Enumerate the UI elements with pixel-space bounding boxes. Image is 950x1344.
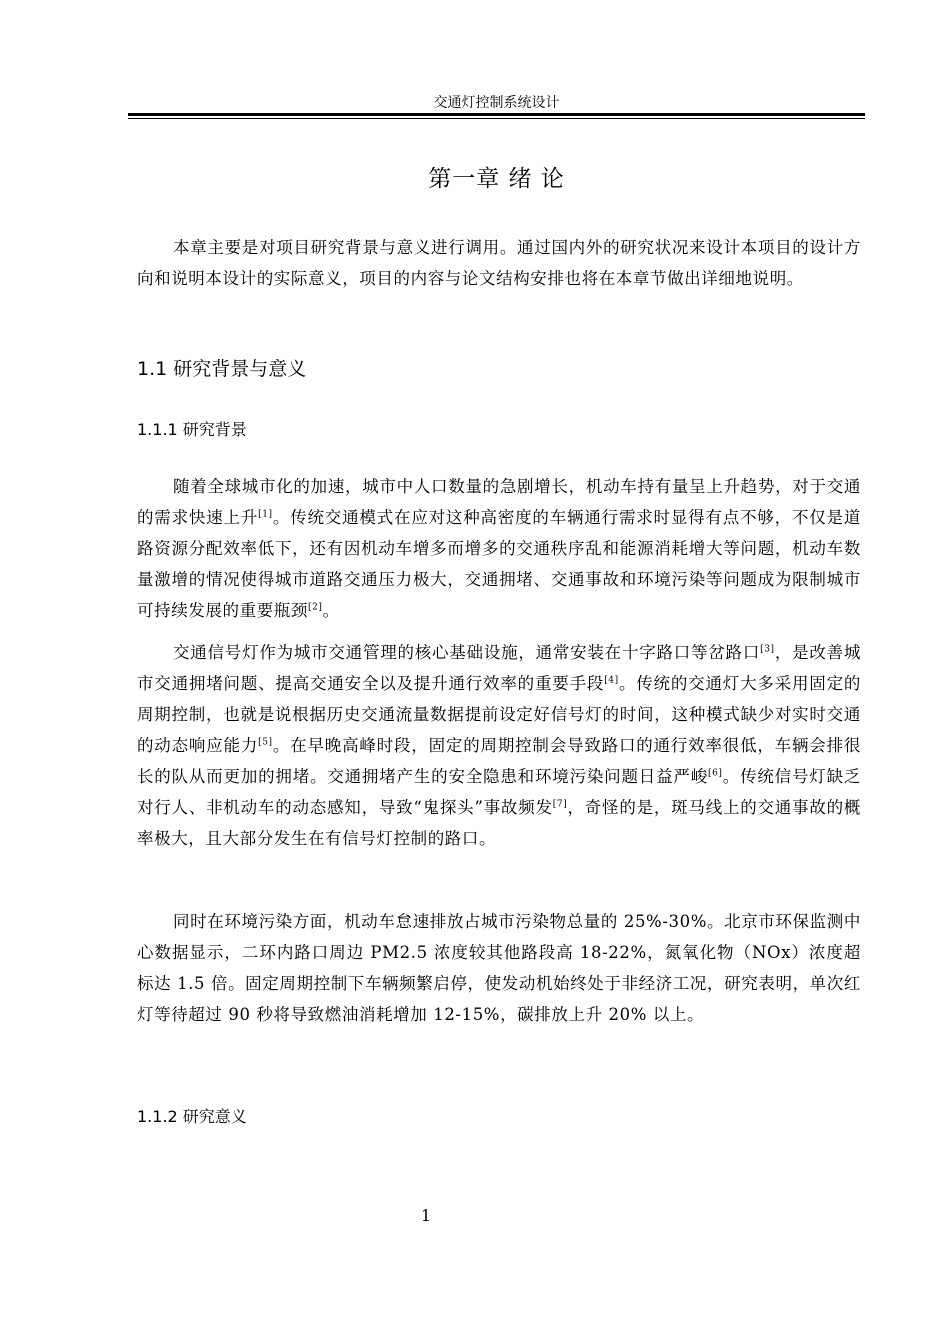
chapter-title: 第一章 绪 论 (428, 166, 565, 192)
citation-ref-6: [6] (708, 768, 723, 779)
paragraph-text: ，是改善城市交通拥堵问题、提高交通安全以及提升通行效率的重要手段 (137, 643, 861, 693)
running-header: 交通灯控制系统设计 (433, 95, 560, 111)
paragraph-text: 交通信号灯作为城市交通管理的核心基础设施，通常安装在十字路口等岔路口 (173, 643, 761, 662)
section-heading-1-1: 1.1 研究背景与意义 (137, 358, 307, 380)
section-heading-1-1-2: 1.1.2 研究意义 (137, 1107, 247, 1126)
paragraph-text: 。传统的交通灯大多采用固定的周期控制，也就是说根据历史交通流量数据提前设定好信号灯的时间，这种模式缺少对实时交通的动态响应能力 (137, 674, 861, 755)
header-rule-thin (128, 118, 865, 119)
paragraph-text: 。在早晚高峰时段，固定的周期控制会导致路口的通行效率很低，车辆会排很长的队从而更加的拥堵。交通拥堵产生的安全隐患和环境污染问题日益严峻 (137, 736, 861, 786)
citation-ref-2: [2] (308, 602, 323, 613)
paragraph-text: 。传统交通模式在应对这种高密度的车辆通行需求时显得有点不够，不仅是道路资源分配效率低下，还有因机动车增多而增多的交通秩序乱和能源消耗增大等问题，机动车数量激增的情况使得城市道路交通压力极大，交通拥堵、交通事故和环境污染等问题成为限制城市可持续发展的重要瓶颈 (137, 508, 861, 620)
paragraph-text: ，奇怪的是，斑马线上的交通事故的概率极大，且大部分发生在有信号灯控制的路口。 (137, 798, 862, 848)
header-rule-thick (128, 113, 865, 116)
paragraph-text: 。 (322, 601, 340, 620)
page-number: 1 (420, 1206, 432, 1225)
citation-ref-5: [5] (258, 737, 273, 748)
section-heading-1-1-1: 1.1.1 研究背景 (137, 420, 247, 439)
paragraph-text: 随着全球城市化的加速，城市中人口数量的急剧增长，机动车持有量呈上升趋势，对于交通的需求快速上升 (137, 477, 861, 527)
background-paragraph-1 (137, 471, 861, 626)
citation-ref-1: [1] (258, 509, 273, 520)
citation-ref-7: [7] (552, 799, 568, 810)
paragraph-text: 。传统信号灯缺乏对行人、非机动车的动态感知，导致“鬼探头”事故频发 (137, 767, 861, 817)
intro-paragraph: 本章主要是对项目研究背景与意义进行调用。通过国内外的研究状况来设计本项目的设计方向和说明本设计的实际意义，项目的内容与论文结构安排也将在本章节做出详细地说明。 (137, 238, 861, 288)
citation-ref-4: [4] (604, 675, 619, 686)
background-paragraph-2 (137, 637, 861, 854)
citation-ref-3: [3] (760, 644, 775, 655)
background-paragraph-3: 同时在环境污染方面，机动车怠速排放占城市污染物总量的 25%-30%。北京市环保监测中心数据显示，二环内路口周边 PM2.5 浓度较其他路段高 18-22%，氮氧化物（NOx）浓度超标达 1.5 倍。固定周期控制下车辆频繁启停，使发动机始终处于非经济工况，研究表明，单次红灯等待超过 90 秒将导致燃油消耗增加 12-15%，碳排放上升 20% 以上。 (137, 912, 861, 1024)
